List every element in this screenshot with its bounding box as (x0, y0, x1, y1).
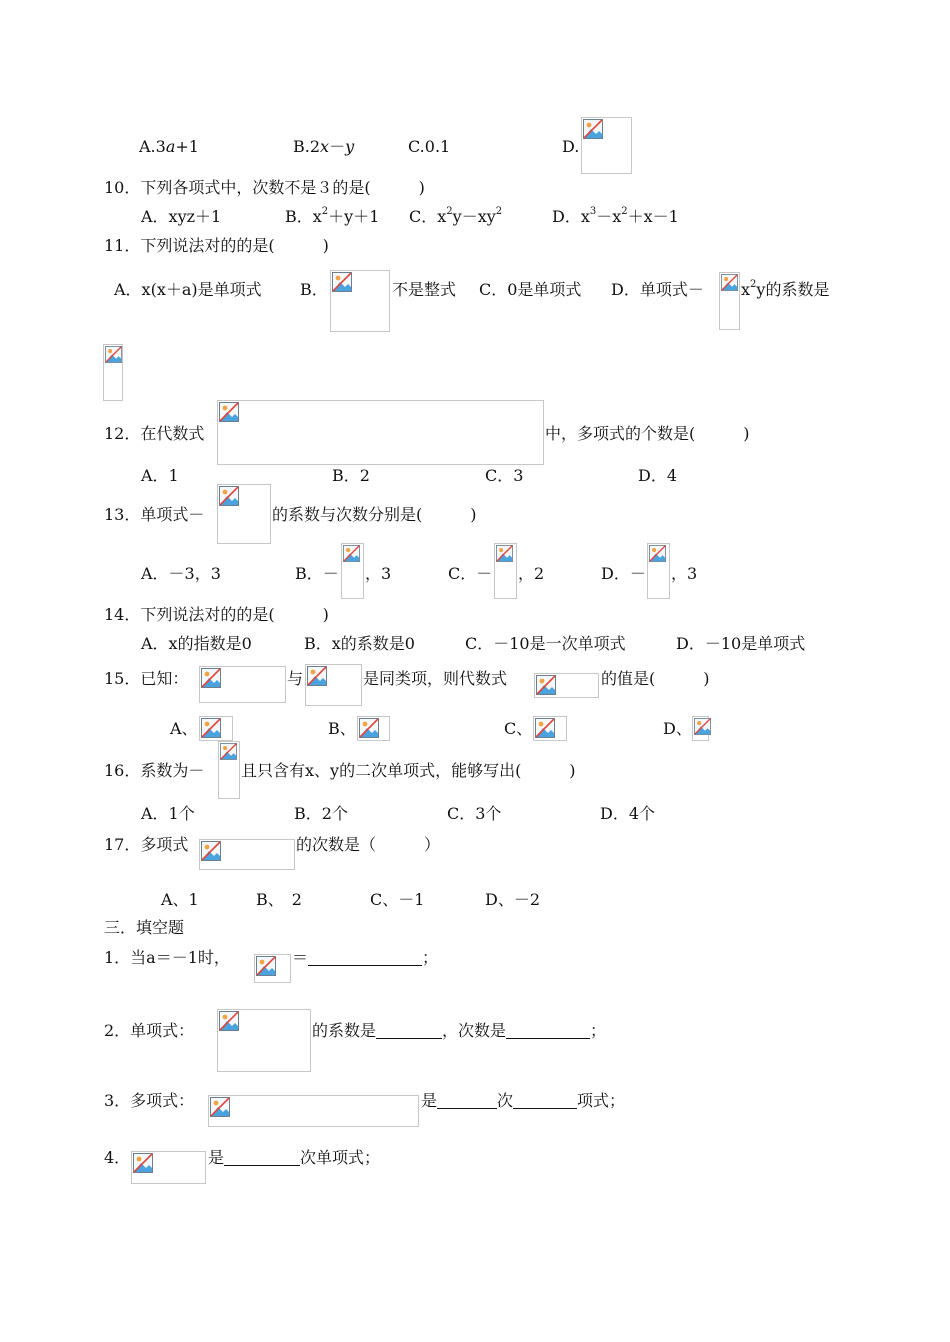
q14-option-d: D．－10是单项式 (676, 634, 806, 653)
broken-image-icon (583, 119, 603, 139)
formula-image (719, 272, 740, 330)
formula-image (199, 666, 286, 703)
broken-image-icon (359, 718, 379, 738)
q17-option-b: B、 2 (256, 890, 302, 909)
broken-image-icon (721, 274, 738, 291)
formula-image (534, 673, 599, 698)
q12-stem-post: 中，多项式的个数是( ) (545, 424, 750, 443)
answer-blank[interactable] (224, 1149, 300, 1166)
broken-image-icon (133, 1153, 153, 1173)
formula-image (217, 1009, 311, 1072)
q11-option-b: B． (300, 280, 328, 299)
q12-option-a: A．1 (141, 466, 179, 485)
q12-option-b: B．2 (332, 466, 370, 485)
fill4-answer: 是 次单项式； (208, 1148, 381, 1167)
broken-image-icon (535, 718, 555, 738)
broken-image-icon (343, 545, 360, 562)
q11-option-d-tail: $x^2y$的系数是 (741, 278, 830, 299)
fill2-pre: 2．单项式： (104, 1021, 195, 1040)
section-title: 三．填空题 (104, 918, 185, 937)
answer-blank[interactable] (376, 1022, 442, 1039)
q10-option-b: B．$x^2+y+1$ (285, 205, 380, 226)
q9-option-c: C.0.1 (408, 137, 451, 156)
q14-option-b: B．x的系数是0 (304, 634, 415, 653)
formula-image (254, 954, 291, 983)
formula-image (218, 741, 240, 799)
q15-stem-pre: 15．已知： (104, 669, 189, 688)
broken-image-icon (694, 718, 711, 735)
q12-option-d: D．4 (638, 466, 678, 485)
formula-image (647, 543, 670, 599)
q14-option-a: A．x的指数是0 (141, 634, 252, 653)
broken-image-icon (201, 718, 221, 738)
formula-image (533, 716, 567, 741)
formula-image (199, 839, 295, 870)
formula-image (208, 1095, 419, 1127)
q13-option-a: A．－3，3 (141, 564, 221, 583)
broken-image-icon (105, 346, 122, 363)
q11-option-b-tail: 不是整式 (392, 280, 457, 299)
q16-option-c: C．3个 (447, 804, 502, 823)
q15-option-c: C、 (504, 719, 533, 738)
formula-image (581, 117, 632, 174)
q13-stem-post: 的系数与次数分别是( ) (272, 505, 477, 524)
fill1-pre: 1．当a＝－1时， (104, 948, 230, 967)
fill4-pre: 4． (104, 1148, 131, 1167)
q12-option-c: C．3 (485, 466, 524, 485)
broken-image-icon (201, 841, 221, 861)
formula-image (217, 400, 544, 465)
q14-option-c: C．－10是一次单项式 (465, 634, 626, 653)
q11-option-c: C．0是单项式 (479, 280, 582, 299)
broken-image-icon (219, 402, 239, 422)
q13-option-b-tail: ，3 (365, 564, 392, 583)
formula-image (341, 543, 364, 599)
answer-blank[interactable] (513, 1092, 577, 1109)
q15-option-a: A、 (170, 719, 198, 738)
answer-blank[interactable] (437, 1092, 497, 1109)
q12-stem-pre: 12．在代数式 (104, 424, 205, 443)
broken-image-icon (256, 956, 276, 976)
q13-option-c: C．－ (448, 564, 493, 583)
q10-option-c: C．$x^2y-xy^2$ (409, 205, 503, 226)
q14-stem: 14．下列说法对的的是( ) (104, 605, 329, 624)
broken-image-icon (210, 1097, 230, 1117)
formula-image (199, 716, 233, 741)
q9-option-b: B.2x－y (293, 137, 355, 156)
broken-image-icon (220, 743, 237, 760)
q15-stem-mid2: 是同类项，则代数式 (363, 669, 508, 688)
broken-image-icon (219, 1011, 239, 1031)
broken-image-icon (332, 272, 352, 292)
q16-option-b: B．2个 (294, 804, 348, 823)
answer-blank[interactable] (308, 949, 422, 966)
q10-option-d: D．$x^3-x^2+x-1$ (552, 205, 679, 226)
q13-option-d-tail: ，3 (671, 564, 698, 583)
q16-option-d: D．4个 (600, 804, 656, 823)
formula-image (330, 270, 390, 332)
q15-stem-mid1: 与 (287, 669, 304, 688)
fill1-answer: ＝ ； (292, 948, 439, 967)
formula-image (103, 344, 123, 401)
q17-stem-pre: 17．多项式 (104, 835, 189, 854)
q15-option-d: D、 (663, 719, 692, 738)
formula-image (305, 664, 362, 706)
broken-image-icon (496, 545, 513, 562)
q10-option-a: A．xyz＋1 (141, 207, 222, 226)
formula-image (217, 484, 271, 544)
formula-image (357, 716, 390, 741)
q17-option-a: A、1 (161, 890, 199, 909)
q15-option-b: B、 (328, 719, 356, 738)
q16-option-a: A．1个 (141, 804, 195, 823)
q17-option-d: D、－2 (485, 890, 541, 909)
q13-option-c-tail: ，2 (518, 564, 545, 583)
q9-option-d: D. (562, 137, 580, 156)
fill2-answer: 的系数是 ，次数是 ； (312, 1021, 607, 1040)
q11-option-d: D．单项式－ (611, 280, 704, 299)
broken-image-icon (307, 666, 327, 686)
q17-stem-post: 的次数是（ ） (296, 835, 441, 854)
q16-stem-post: 且只含有x、y的二次单项式，能够写出( ) (241, 761, 576, 780)
q13-stem-pre: 13．单项式－ (104, 505, 205, 524)
broken-image-icon (219, 486, 239, 506)
q11-stem: 11．下列说法对的的是( ) (104, 236, 329, 255)
broken-image-icon (536, 675, 556, 695)
q13-option-d: D．－ (601, 564, 646, 583)
formula-image (131, 1151, 206, 1184)
fill3-pre: 3．多项式： (104, 1091, 195, 1110)
q10-stem: 10．下列各项式中，次数不是３的是( ) (104, 178, 425, 197)
fill3-answer: 是 次 项式； (421, 1091, 626, 1110)
q9-option-a: A.3a+1 (139, 137, 199, 156)
formula-image (494, 543, 517, 599)
broken-image-icon (201, 668, 221, 688)
q16-stem-pre: 16．系数为－ (104, 761, 205, 780)
q15-stem-post: 的值是( ) (601, 669, 710, 688)
q13-option-b: B．－ (295, 564, 339, 583)
answer-blank[interactable] (506, 1022, 590, 1039)
q17-option-c: C、－1 (370, 890, 425, 909)
broken-image-icon (649, 545, 666, 562)
q11-option-a: A．x(x＋a)是单项式 (114, 280, 262, 299)
formula-image (692, 716, 709, 741)
